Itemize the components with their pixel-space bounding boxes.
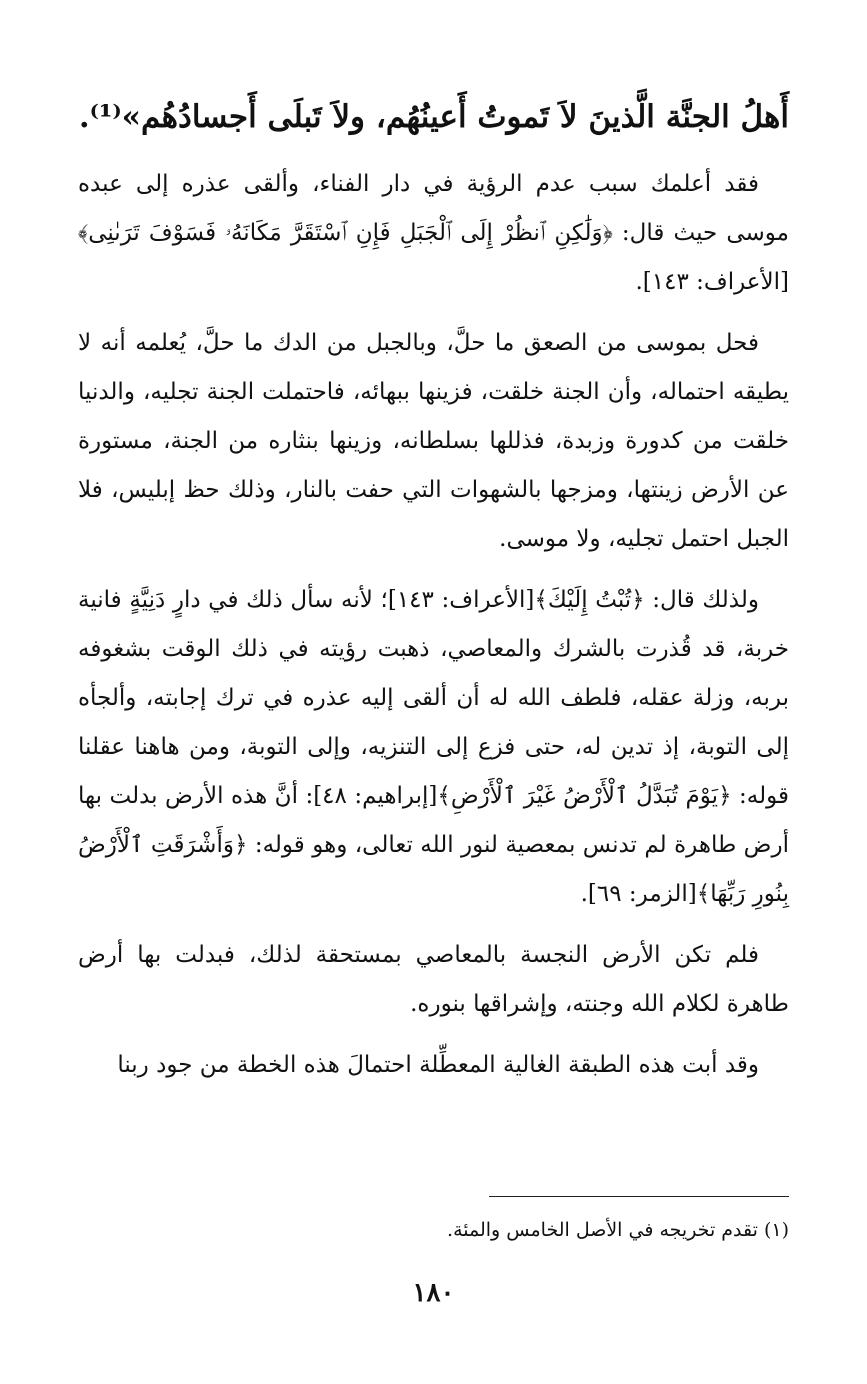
headline-line: أَهلُ الجنَّة الَّذينَ لاَ تَموتُ أَعينُهُم، ولاَ تَبلَى أَجسادُهُم»⁽¹⁾.: [78, 99, 789, 135]
main-text: [78, 92, 789, 1102]
paragraph-3: ولذلك قال: ﴿تُبْتُ إِلَيْكَ﴾[الأعراف: ١٤٣]؛ لأنه سأل ذلك في دارٍ دَنِيَّةٍ فانية خربة، قد قُذرت بالشرك والمعاصي، ذهبت رؤيته في ذلك الوقت بشغوفه بربه، وزلة عقله، فلطف الله له أن ألقى إليه عذره في ترك إجابته، وألجأه إلى التوبة، إذ تدين له، حتى فزع إلى التنزيه، وإلى التوبة، ومن هاهنا عقلنا قوله: ﴿يَوْمَ تُبَدَّلُ ٱلْأَرْضُ غَيْرَ ٱلْأَرْضِ﴾[إبراهيم: ٤٨]: أنَّ هذه الأرض بدلت بها أرض طاهرة لم تدنس بمعصية لنور الله تعالى، وهو قوله: ﴿وَأَشْرَقَتِ ٱلْأَرْضُ بِنُورِ رَبِّهَا﴾[الزمر: ٦٩].: [78, 587, 789, 907]
footnote: (١) تقدم تخريجه في الأصل الخامس والمئة.: [447, 1219, 789, 1241]
footnote-divider: [489, 1196, 789, 1197]
paragraph-2: فحل بموسى من الصعق ما حلَّ، وبالجبل من الدك ما حلَّ، يُعلمه أنه لا يطيقه احتماله، وأن الجنة خلقت، فزينها ببهائه، فاحتملت الجنة تجليه، والدنيا خلقت من كدورة وزبدة، فذللها بسلطانه، وزينها بنثاره من الجنة، مستورة عن الأرض زينتها، ومزجها بالشهوات التي حفت بالنار، وذلك حظ إبليس، فلا الجبل احتمل تجليه، ولا موسى.: [78, 330, 789, 552]
paragraph-4: فلم تكن الأرض النجسة بالمعاصي بمستحقة لذلك، فبدلت بها أرض طاهرة لكلام الله وجنته، وإشراقها بنوره.: [78, 942, 789, 1017]
page-number: ١٨٠: [412, 1278, 455, 1308]
paragraph-5: وقد أبت هذه الطبقة الغالية المعطِّلة احتمالَ هذه الخطة من جود ربنا: [117, 1052, 759, 1078]
paragraph-1: فقد أعلمك سبب عدم الرؤية في دار الفناء، وألقى عذره إلى عبده موسى حيث قال: ﴿وَلَٰكِنِ ٱنظُرْ إِلَى ٱلْجَبَلِ فَإِنِ ٱسْتَقَرَّ مَكَانَهُۥ فَسَوْفَ تَرَىٰنِى﴾[الأعراف: ١٤٣].: [78, 171, 789, 295]
